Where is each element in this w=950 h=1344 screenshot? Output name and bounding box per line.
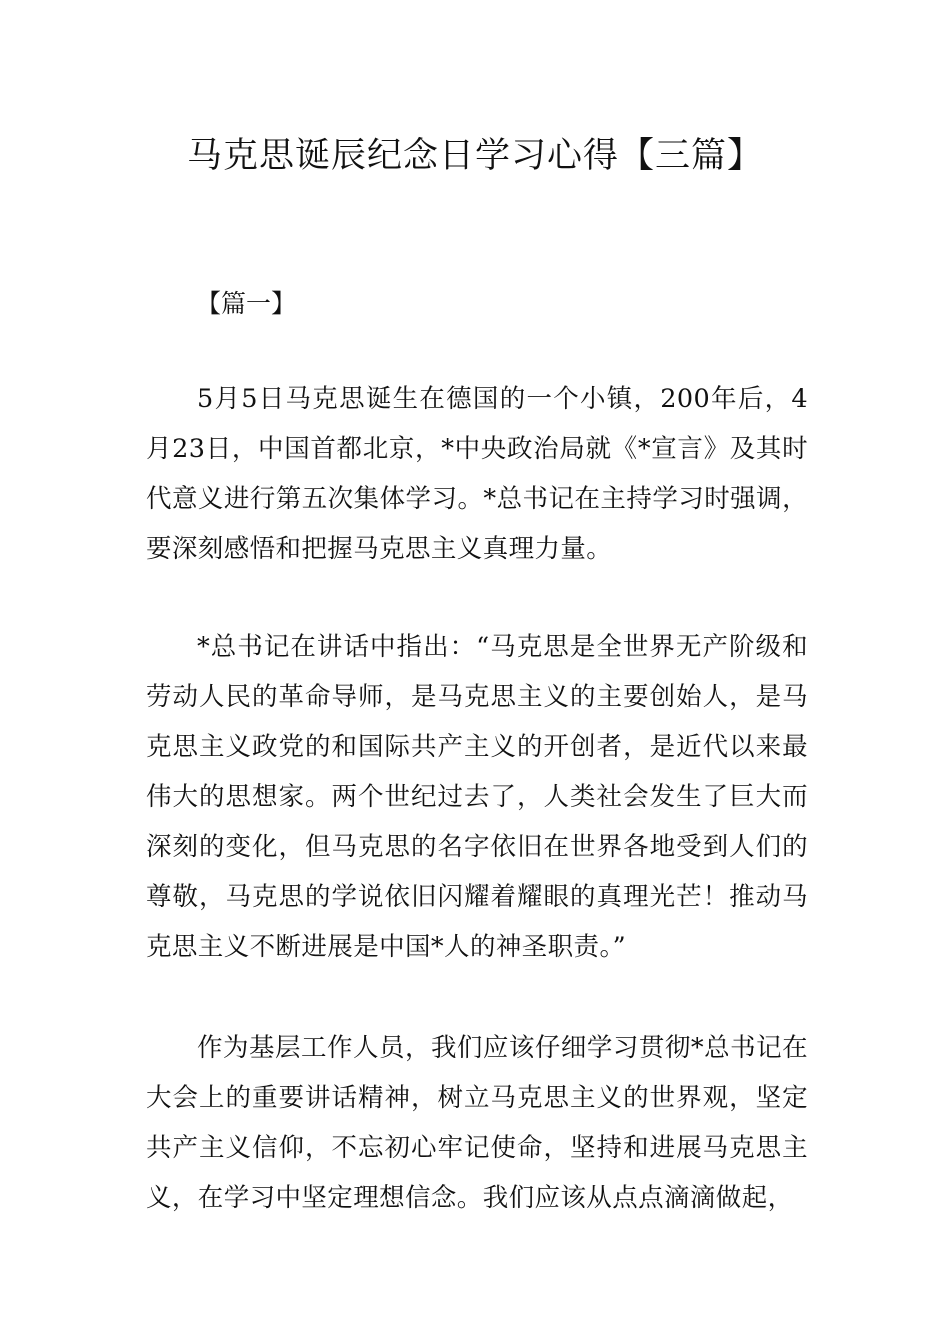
paragraph: 作为基层工作人员，我们应该仔细学习贯彻*总书记在大会上的重要讲话精神，树立马克思主义的世界观，坚定共产主义信仰，不忘初心牢记使命，坚持和进展马克思主义，在学习中坚定理想信念。我们应该从点点滴滴做起， bbox=[146, 1033, 808, 1213]
paragraph: 5月5日马克思诞生在德国的一个小镇，200年后，4月23日，中国首都北京，*中央政治局就《*宣言》及其时代意义进行第五次集体学习。*总书记在主持学习时强调，要深刻感悟和把握马克思主义真理力量。 bbox=[146, 384, 808, 564]
document-title: 马克思诞辰纪念日学习心得【三篇】 bbox=[186, 136, 763, 176]
section-heading: 【篇一】 bbox=[196, 289, 297, 318]
paragraph: *总书记在讲话中指出：“马克思是全世界无产阶级和劳动人民的革命导师，是马克思主义的主要创始人，是马克思主义政党的和国际共产主义的开创者，是近代以来最伟大的思想家。两个世纪过去了，人类社会发生了巨大而深刻的变化，但马克思的名字依旧在世界各地受到人们的尊敬，马克思的学说依旧闪耀着耀眼的真理光芒！推动马克思主义不断进展是中国*人的神圣职责。” bbox=[146, 632, 808, 962]
